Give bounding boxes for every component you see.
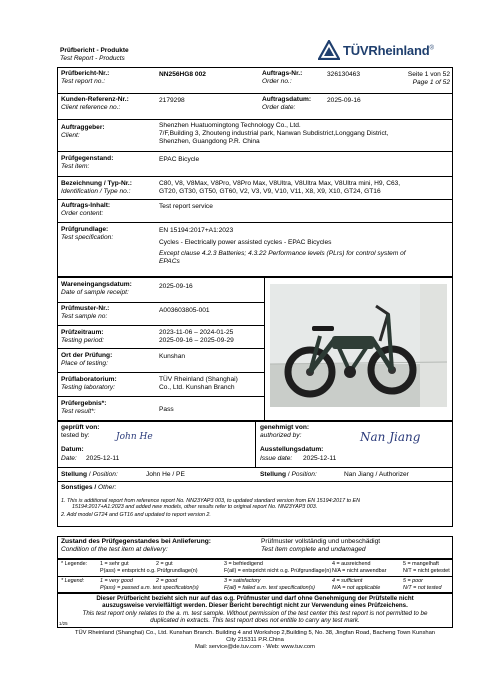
model-list: C80, V8, V8Max, V8Pro, V8Pro Max, V8Ultra, V8Ultra Max, V8Ultra mini, H9, C63, GT20, GT30, GT50, GT60, V2, V3, V9, V10, V11, X8, X9, X10, GT24, GT16 <box>159 180 401 195</box>
client-ref-label: Kunden-Referenz-Nr.: Client reference no.: <box>61 96 129 111</box>
legend-en-fail: F(ail) = failed a.m. test specification(s) <box>224 585 315 591</box>
test-item-label: Prüfgegenstand: Test item: <box>61 155 114 170</box>
legend-en-1: 1 = very good <box>100 578 133 584</box>
test-result-label: Prüfergebnis*: Test result*: <box>61 400 107 415</box>
legend-en-na: N/A = not applicable <box>332 585 381 591</box>
testing-period-value: 2023-11-06 – 2024-01-25 2025-09-16 – 2025-09-29 <box>159 329 234 344</box>
legend-de-4: 4 = ausreichend <box>332 561 371 567</box>
test-result-value: Pass <box>159 406 174 413</box>
other-label: Sonstiges / Other: <box>61 484 117 491</box>
tester-position-value: John He / PE <box>146 471 185 478</box>
page-number: Seite 1 von 52 Page 1 of 52 <box>407 71 450 86</box>
legend-de-3: 3 = befriedigend <box>224 561 263 567</box>
testing-lab-value: TÜV Rheinland (Shanghai) Co., Ltd. Kunshan Branch <box>159 376 238 391</box>
legend-de-nt: N/T = nicht getestet <box>403 568 450 574</box>
condition-label: Zustand des Prüfgegenstandes bei Anlieferung: Condition of the test item at delivery: <box>61 538 211 553</box>
issue-date-value: 2025-12-11 <box>303 455 337 462</box>
report-no-value: NN256HG8 002 <box>159 71 206 78</box>
issue-date-en-label: Issue date: <box>260 455 293 462</box>
issue-date-label: Ausstellungsdatum: <box>260 446 324 453</box>
legend-de-na: N/A = nicht anwendbar <box>332 568 387 574</box>
tested-by-label: geprüft von: tested by: <box>61 424 100 439</box>
order-date-label: Auftragsdatum: Order date: <box>262 96 312 111</box>
legend-en-3: 3 = satisfactory <box>224 578 261 584</box>
legend-en-2: 2 = good <box>156 578 178 584</box>
legend-de-fail: F(ail) = entspricht nicht o.g. Prüfgrundlage(n) <box>224 568 332 574</box>
sample-receipt-value: 2025-09-16 <box>159 283 193 290</box>
client-label: Auftraggeber: Client: <box>61 124 105 139</box>
test-spec-title: Cycles - Electrically power assisted cycles - EPAC Bicycles <box>159 239 332 246</box>
tester-position-label: Stellung / Position: <box>61 471 118 478</box>
testing-lab-label: Prüflaboratorium: Testing laboratory: <box>61 376 117 391</box>
client-ref-value: 2179298 <box>159 97 185 104</box>
authorizer-signature: Nan Jiang <box>360 430 421 444</box>
test-item-value: EPAC Bicycle <box>159 156 200 163</box>
test-date-value: 2025-12-11 <box>86 455 120 462</box>
disclaimer-de: Dieser Prüfbericht bezieht sich nur auf das o.g. Prüfmuster und darf ohne Genehmigung der Prüfstelle nicht auszugsweise vervielfältigt werden. Dieser Bericht berechtigt nicht zur Verwendung eines Prüfzeichens. <box>96 595 414 610</box>
sample-receipt-label: Wareneingangsdatum: Date of sample receipt: <box>61 281 132 296</box>
place-of-testing-label: Ort der Prüfung: Place of testing: <box>61 352 113 367</box>
authorizer-position-label: Stellung / Position: <box>260 471 317 478</box>
test-spec-standard: EN 15194:2017+A1:2023 <box>159 227 234 234</box>
identification-label: Bezeichnung / Typ-Nr.: Identification / Type no.: <box>61 180 132 195</box>
legend-de-1: 1 = sehr gut <box>100 561 129 567</box>
authorized-by-label: genehmigt von: authorized by: <box>260 424 310 439</box>
authorizer-position-value: Nan Jiang / Authorizer <box>344 471 409 478</box>
title-de: Prüfbericht - Produkte <box>60 47 129 54</box>
legend-en-label: * Legend: <box>61 578 85 584</box>
condition-value: Prüfmuster vollständig und unbeschädigt Test item complete and undamaged <box>261 538 381 553</box>
order-content-value: Test report service <box>159 203 213 210</box>
test-spec-label: Prüfgrundlage: Test specification: <box>61 226 114 241</box>
title-en: Test Report - Products <box>60 55 125 62</box>
disclaimer-en: This test report only relates to the a. m. test sample. Without permission of the test center this test report is not permitted to be duplicated in extracts. This test report does not entitle to carry any test mark. <box>82 610 428 625</box>
legend-en-nt: N/T = not tested <box>403 585 442 591</box>
test-date-en-label: Date: <box>61 455 77 462</box>
tester-signature: John He <box>116 432 153 442</box>
brand-name: TÜVRheinland® <box>343 42 434 58</box>
order-no-value: 326130463 <box>327 71 361 78</box>
brand-logo <box>318 40 434 60</box>
legend-de-5: 5 = mangelhaft <box>403 561 439 567</box>
form-code: 1/25 <box>59 621 68 626</box>
legend-en-4: 4 = sufficient <box>332 578 363 584</box>
footer-address: TÜV Rheinland (Shanghai) Co., Ltd. Kunshan Branch. Building 4 and Workshop 2,Building 5, No. 38, Jingfan Road, Bacheng Town Kunshan City 215311 P.R.China Mail: service@de.tuv.com · Web: www.tuv.com <box>74 630 436 651</box>
legend-de-label: * Legende: <box>61 561 88 567</box>
legend-de-2: 2 = gut <box>156 561 173 567</box>
report-type-title <box>60 47 129 63</box>
order-date-value: 2025-09-16 <box>327 97 361 104</box>
tuv-triangle-logo-icon <box>318 40 340 60</box>
ebike-photo <box>270 284 447 407</box>
testing-period-label: Prüfzeitraum: Testing period: <box>61 329 105 344</box>
legend-en-5: 5 = poor <box>403 578 423 584</box>
client-address: Shenzhen Huatuomingtong Technology Co., Ltd. 7/F,Building 3, Zhouteng industrial park, Nanwan Subdistrict,Longgang District, Shenzhen, Guangdong P.R. China <box>159 122 389 145</box>
test-date-label: Datum: <box>61 446 84 453</box>
test-spec-exceptions: Except clause 4.2.3 Batteries; 4.3.22 Performance levels (PLrs) for control system of EPACs <box>159 250 406 265</box>
order-no-label: Auftrags-Nr.: Order no.: <box>262 70 303 85</box>
sample-no-label: Prüfmuster-Nr.: Test sample no: <box>61 305 110 320</box>
note-2: 2. Add model GT24 and GT16 and updated to report version 2. <box>61 512 211 518</box>
legend-de-pass: P(ass) = entspricht o.g. Prüfgrundlage(n) <box>100 568 198 574</box>
legend-en-pass: P(ass) = passed a.m. test specification(s) <box>100 585 199 591</box>
order-content-label: Auftrags-Inhalt: Order content: <box>61 202 111 217</box>
report-no-label: Prüfbericht-Nr.: Test report no.: <box>61 70 110 85</box>
sample-no-value: A003603805-001 <box>159 307 210 314</box>
note-1: 1. This is additional report from reference report No. NN23YAP3 003, to updated standard version from EN 15194:2017 to EN 15194:2017+A1:2023 and added new models, other results refer to original report No. NN23YAP3 003. <box>61 498 361 511</box>
place-of-testing-value: Kunshan <box>159 353 186 360</box>
